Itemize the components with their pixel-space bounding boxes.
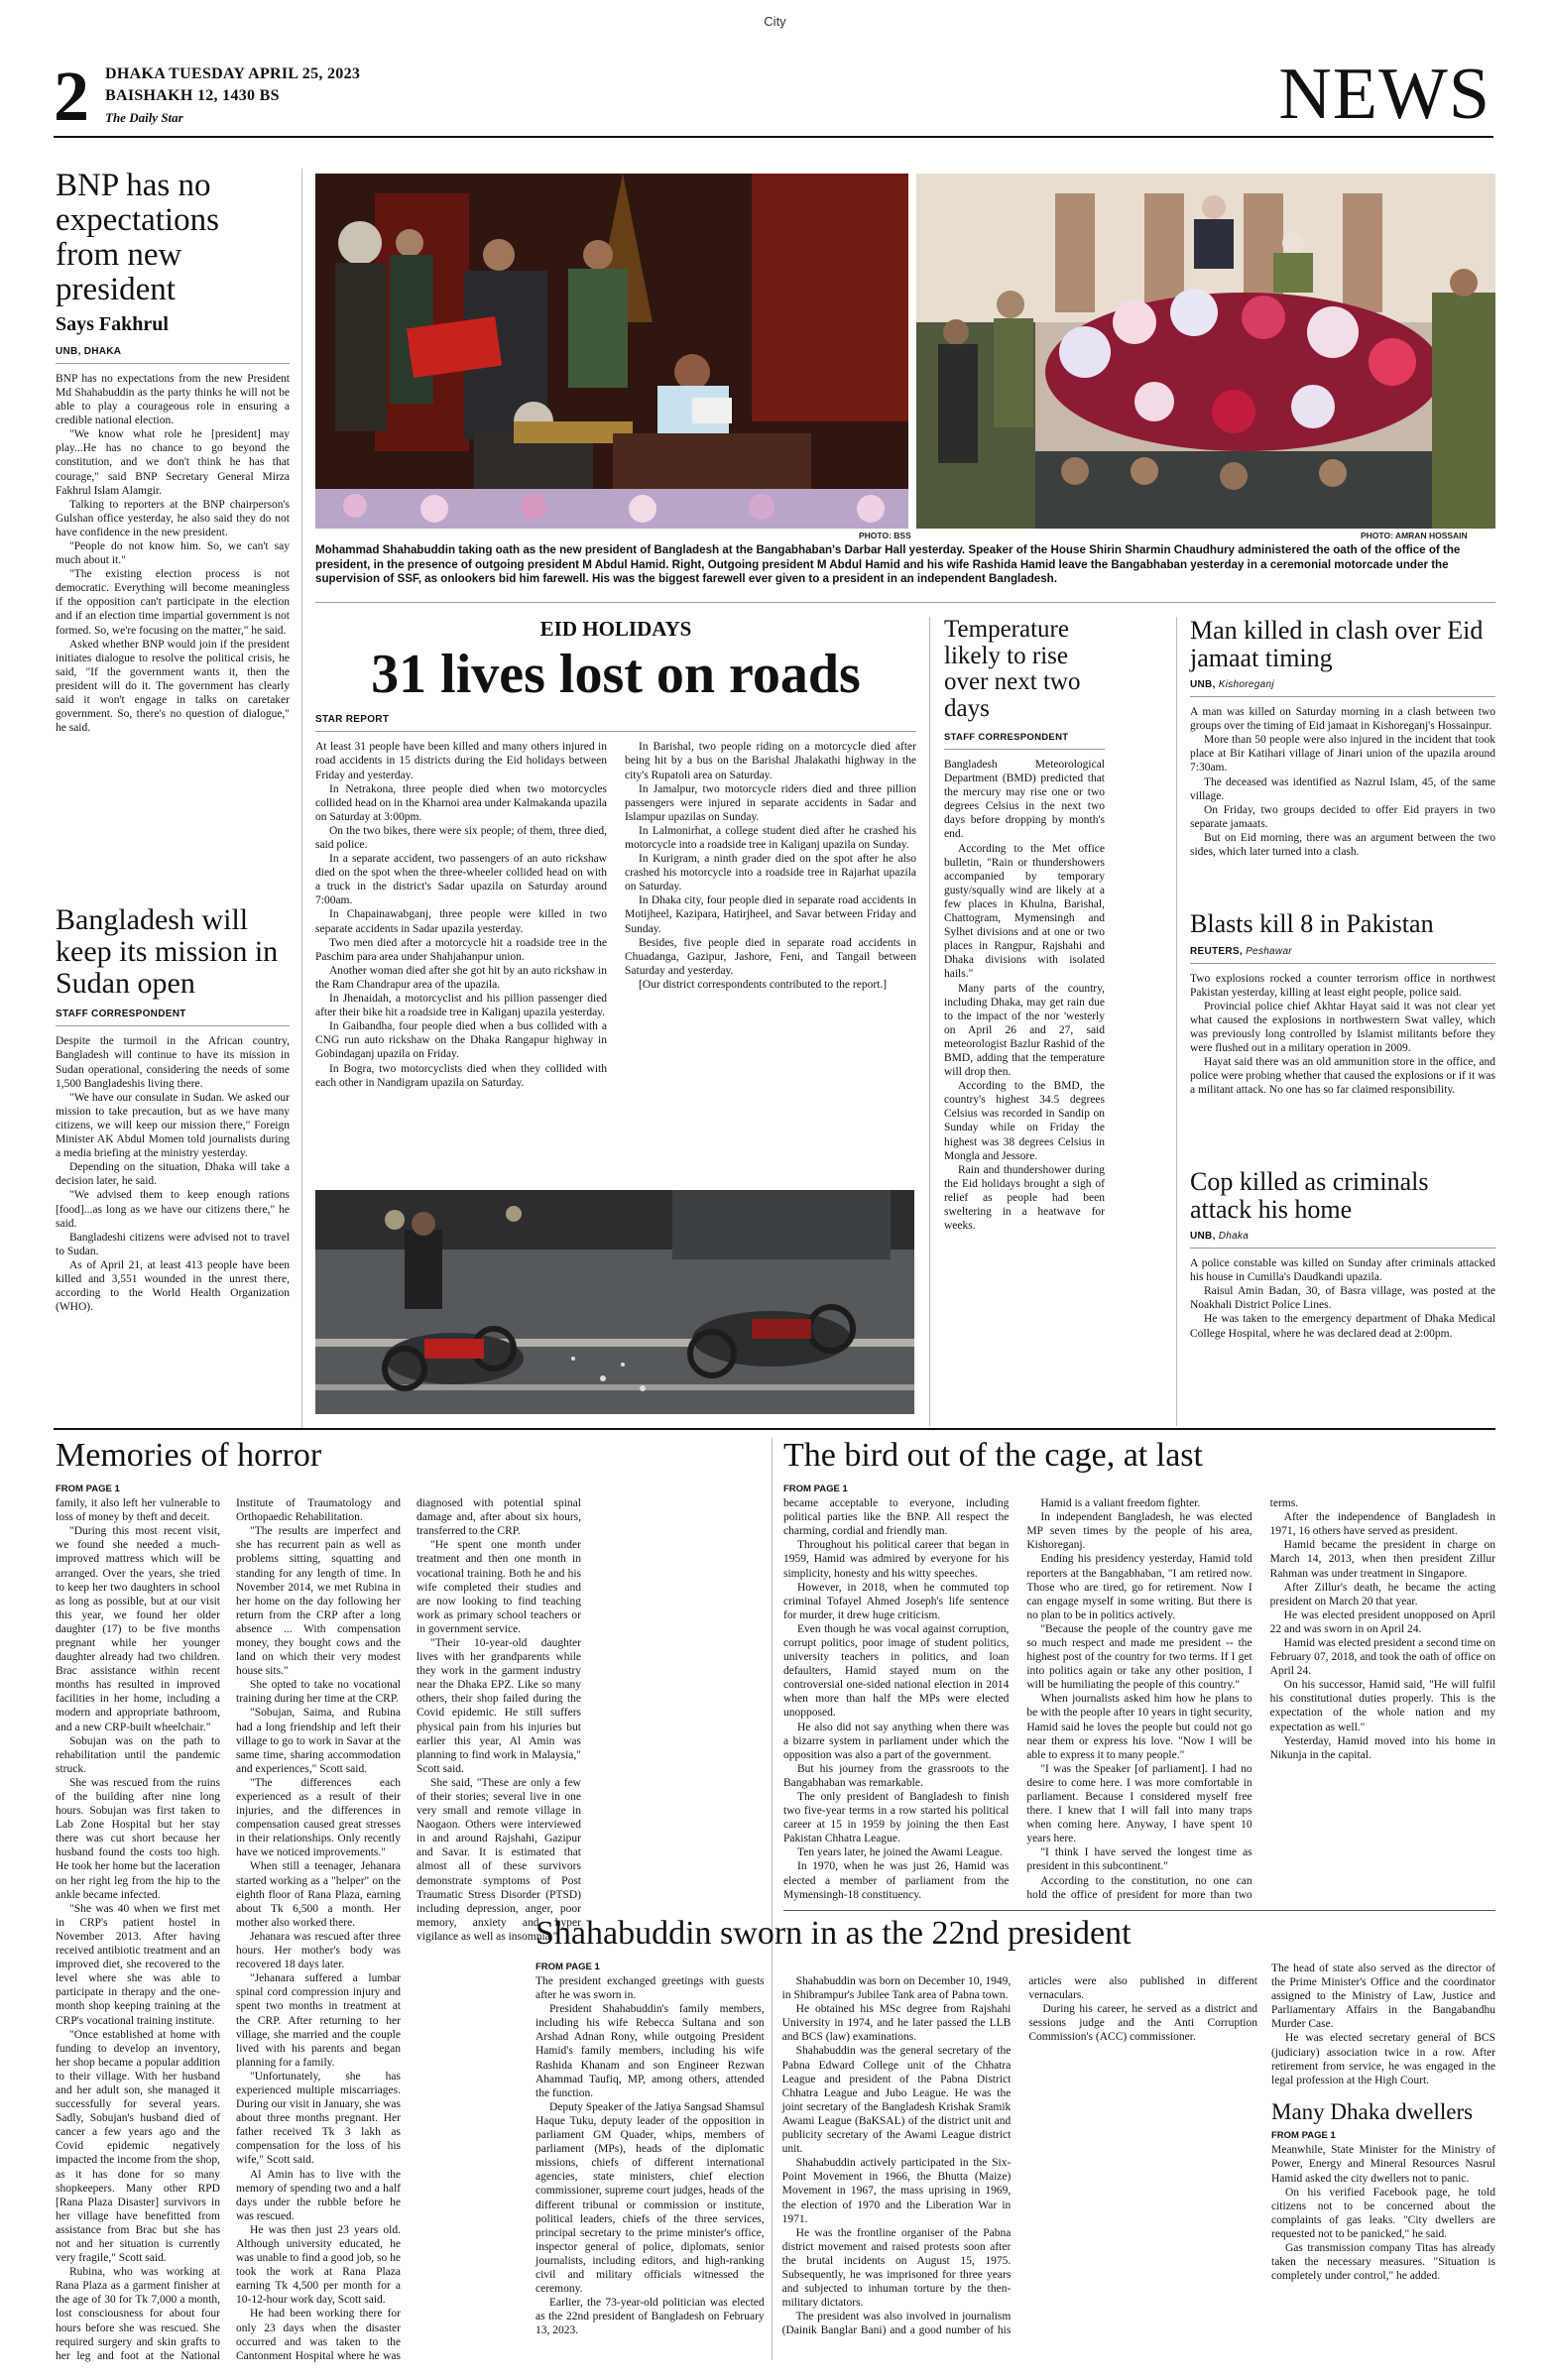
memories-headline: Memories of horror [56, 1437, 322, 1474]
bnp-headline: BNP has no expectations from new president [56, 168, 219, 307]
paragraph: became acceptable to everyone, including political parties like the BNP. All respect the charming, cordial and friendly man. [783, 1497, 1010, 1538]
sudan-body [56, 1034, 290, 1314]
eid-clash-byline-source: UNB, [1190, 679, 1216, 691]
paragraph: He was elected president unopposed on April 22 and was sworn in on April 24. [1269, 1608, 1495, 1635]
paragraph: "During this most recent visit, we found she needed a much-improved mattress which will be arranged. Over the years, she tried to keep her two daughters in school as long as possible, but at our visit this year, we found her older daughter (17) to be five months pregnant while her younger daughter already had two children. Brac assistance within recent months has resulted in improved facilities in her home, including a modern and appropriate bathroom, and a new CRP-built wheelchair." [56, 1525, 220, 1733]
eid-body [315, 740, 916, 1113]
paragraph: Jehanara was rescued after three hours. Her mother's body was recovered 18 days later. [236, 1930, 401, 1971]
paragraph: He had been working there for only 23 days when the disaster occurred and was taken to the Cantonment Hospital where he was diagnosed with potential spinal damage and, after about six hours, transferred to the CRP. [236, 1497, 581, 2362]
sworn-headline: Shahabuddin sworn in as the 22nd president [536, 1915, 1132, 1952]
paragraph: Meanwhile, State Minister for the Ministry of Power, Energy and Mineral Resources Nasrul Hamid asked the city dwellers not to panic. [1271, 2144, 1495, 2185]
cop-byline-location: Dhaka [1218, 1231, 1250, 1243]
paragraph: "Once established at home with funding to develop an inventory, her shop became a popular addition to their village. With her husband and her adult son, she managed it successfully for several years. Sadly, Sobujan's husband died of cancer a few years ago and the Covid epidemic negatively impacted the income from the shop, as it has done for so many shopkeepers. Many other RPD [Rana Plaza Disaster] survivors in her village have benefitted from assistance from Brac but she has not and her situation is currently very fragile," Scott said. [56, 2028, 220, 2265]
paragraph: President Shahabuddin's family members, including his wife Rebecca Sultana and son Arshad Adnan Rony, while outgoing President Hamid's family members, including his wife Rashida Khanam and son Engineer Rezwan Ahammad Taufiq, MP, among others, attended the function. [536, 2003, 765, 2099]
paragraph: According to the BMD, the country's highest 34.5 degrees Celsius was recorded in Sandip on Sunday while on Friday the highest was 38 degrees Celsius in Mongla and Jessore. [944, 1080, 1105, 1162]
paragraph: The deceased was identified as Nazrul Islam, 45, of the same village. [1190, 775, 1495, 802]
paragraph: He obtained his MSc degree from Rajshahi University in 1974, and he later passed the LLB and BCS (law) examinations. [781, 2003, 1012, 2044]
paragraph: Talking to reporters at the BNP chairperson's Gulshan office yesterday, he also said they do not have confidence in the new president. [56, 498, 290, 538]
cop-article [1190, 1168, 1495, 1341]
paragraph: The head of state also served as the director of the Prime Minister's Office and the coordinator assigned to the Ministry of Law, Justice and Parliamentary Affairs in the Bangabandhu Murder Case. [1271, 1963, 1495, 2031]
paragraph: Gas transmission company Titas has already taken the necessary measures. "Situation is completely under control," he added. [1271, 2242, 1495, 2283]
farewell-photo-illustration [916, 174, 1495, 529]
paragraph: "We advised them to keep enough rations [food]...as long as we have our citizens there," he said. [56, 1189, 290, 1230]
pakistan-article [1190, 910, 1495, 1097]
bird-from-page: FROM PAGE 1 [783, 1484, 848, 1495]
eid-clash-headline: Man killed in clash over Eid jamaat timing [1190, 616, 1484, 672]
memories-from-page: FROM PAGE 1 [56, 1484, 120, 1495]
paragraph: "The results are imperfect and she has recurrent pain as well as problems sitting, squatting and standing for any length of time. In November 2014, we met Rubina in her home on the day following her return from the CRP after a long absence ... With compensation money, they bought cows and the land on which their very modest house sits." [236, 1525, 401, 1678]
paragraph: More than 50 people were also injured in the incident that took place at Bir Katihari village of Jinari union of the upazila around 7:30am. [1190, 734, 1495, 774]
paragraph: "We know what role he [president] may play...He has no chance to go beyond the constitution, and we don't think he has that courage," said BNP Secretary General Mirza Fakhrul Islam Alamgir. [56, 428, 290, 497]
eid-clash-byline [1190, 675, 1495, 697]
dhaka-from-page: FROM PAGE 1 [1271, 2130, 1336, 2142]
paragraph: "Their 10-year-old daughter lives with her grandparents while they work in the garment industry near the Dhaka EPZ. Like so many others, their shop failed during the Covid epidemic. He still suffers physical pain from his injuries but earlier this year, Al Amin was planning to find work in Malaysia," Scott said. [417, 1636, 581, 1775]
sworn-top-rule [783, 1910, 1495, 1911]
paragraph: Bangladeshi citizens were advised not to travel to Sudan. [56, 1231, 290, 1257]
paragraph: "Because the people of the country gave me so much respect and made me president -- the highest post of the country for two terms. If I get into politics again or take any other position, I will be humiliating the people of this country." [1026, 1622, 1252, 1692]
bnp-subhead: Says Fakhrul [56, 312, 169, 335]
paragraph: BNP has no expectations from the new President Md Shahabuddin as the party thinks he will not be able to play a courageous role in ensuring a credible national election. [56, 372, 290, 427]
paragraph: According to the Met office bulletin, "Rain or thundershowers accompanied by temporary gusty/squally wind are likely at a few places in Khulna, Barishal, Chattogram, Mymensingh and Sylhet divisions and at one or two places in Rangpur, Rajshahi and Dhaka divisions with isolated hails." [944, 842, 1105, 981]
cop-byline [1190, 1227, 1495, 1249]
pakistan-byline-location: Peshawar [1246, 945, 1292, 957]
paragraph: Provincial police chief Akhtar Hayat said it was not clear yet what caused the explosions in northwestern Swat valley, which was previously long controlled by Islamist militants before they were flushed out in a military operation in 2009. [1190, 1000, 1495, 1055]
paragraph: He was the frontline organiser of the Pabna district movement and raised protests soon after the brutal incidents on August 15, 1975. Subsequently, he was imprisoned for three years and subjected to inhuman torture by the then-military dictators. [781, 2226, 1012, 2310]
paragraph: On Friday, two groups decided to offer Eid prayers in two separate jamaats. [1190, 803, 1495, 830]
bnp-byline: UNB, DHAKA [56, 342, 290, 364]
section-label: City [764, 14, 786, 29]
dhaka-article [1271, 2100, 1495, 2283]
paragraph: family, it also left her vulnerable to loss of money by theft and deceit. [56, 1497, 220, 1524]
paragraph: In Kurigram, a ninth grader died on the spot after he also crashed his motorcycle into a roadside tree in Rajarhat upazila on Saturday. [625, 853, 916, 893]
mid-page-rule [54, 1428, 1495, 1430]
paragraph: Another woman died after she got hit by an auto rickshaw in the Ram Chandrapur area of the upazila. [315, 964, 607, 991]
paragraph: She opted to take no vocational training during her time at the CRP. [236, 1679, 401, 1706]
paragraph: Even though he was vocal against corruption, corrupt politics, poor image of student politics, university teachers in politics, and loan defaulters, Hamid stayed mum on the controversial one-sided national election in 2014 when more than half the MPs were elected unopposed. [783, 1622, 1010, 1720]
bird-body [783, 1496, 1495, 1913]
paragraph: After the independence of Bangladesh in 1971, 16 others have served as president. [1269, 1511, 1495, 1538]
center-column-rule [929, 617, 930, 1426]
paragraph: A police constable was killed on Sunday after criminals attacked his house in Cumilla's Daudkandi upazila. [1190, 1257, 1495, 1284]
sworn-from-page: FROM PAGE 1 [536, 1962, 600, 1972]
paragraph: Al Amin has to live with the memory of spending two and a half days under the rubble before he was rescued. [236, 2168, 401, 2222]
paragraph: In a separate accident, two passengers of an auto rickshaw died on the spot when the three-wheeler collided head on with a truck in the district's Sadar upazila on Saturday around 7:00am. [315, 853, 607, 907]
cop-body [1190, 1256, 1495, 1341]
paragraph: Hamid was elected president a second time on February 07, 2018, and took the oath of office on April 24. [1269, 1636, 1495, 1678]
sudan-headline: Bangladesh will keep its mission in Sudan open [56, 903, 279, 1000]
eid-clash-article [1190, 617, 1495, 859]
sudan-byline: STAFF CORRESPONDENT [56, 1005, 290, 1026]
paragraph: She said, "These are only a few of their stories; several live in one very small and remote village in Naogaon. Others were interviewed in and around Rajshahi, Gazipur and Savar. It is estimated that almost all of these survivors demonstrate symptoms of Post Traumatic Stress Disorder (PTSD) including depression, anger, poor memory, anxiety and hyper vigilance as well as insomnia." [417, 1776, 581, 1943]
sworn-continued [1271, 1962, 1495, 2087]
paragraph: Asked whether BNP would join if the president initiates dialogue to resolve the political crisis, he said, "If the government wants it, then the president will do it. The government has clearly said it won't engage in talks on caretaker government. So, there's no question of dialogue," he said. [56, 638, 290, 735]
paragraph: Hamid is a valiant freedom fighter. [1040, 1497, 1201, 1510]
paragraph: According to the constitution, no one can hold the office of president for more than two terms. [1026, 1497, 1299, 1901]
paragraph: However, in 2018, when he commuted top criminal Tofayel Ahmed Joseph's life sentence for murder, it drew huge criticism. [783, 1581, 1010, 1621]
paragraph: During his career, he served as a district and sessions judge and the Anti Corruption Commission's (ACC) commissioner. [1028, 2003, 1257, 2044]
paragraph: In Bogra, two motorcyclists died when they collided with each other in Nandigram upazila on Saturday. [315, 1062, 607, 1089]
paragraph: Rubina, who was working at Rana Plaza as a garment finisher at the age of 30 for Tk 7,000 a month, lost consciousness for about four hours before she was rescued. She required surgery and skin grafts to her leg and foot at the National Institute of Traumatology and Orthopaedic Rehabilitation. [56, 1497, 401, 2362]
paragraph: "Jehanara suffered a lumbar spinal cord compression injury and spent two months in treatment at the CRP. After returning to her village, she married and the couple lived with his parents and began planning for a family. [236, 1972, 401, 2069]
paragraph: "I think I have served the longest time as president in this subcontinent." [1026, 1846, 1252, 1873]
paragraph: Bangladesh Meteorological Department (BMD) predicted that the mercury may rise one or two degrees Celsius in the next two days before dropping by month's end. [944, 759, 1105, 841]
paragraph: "We have our consulate in Sudan. We asked our mission to take precaution, but as we have many citizens, we will keep our mission there," Foreign Minister AK Abdul Momen told journalists during a media briefing at the ministry yesterday. [56, 1091, 290, 1160]
farewell-photo [916, 174, 1495, 529]
paragraph: In Gaibandha, four people died when a bus collided with a CNG run auto rickshaw on the Dhaka Rangapur highway in Gobindaganj upazila on Friday. [315, 1020, 607, 1061]
paragraph: He also did not say anything when there was a bizarre system in parliament under which the opposition was also a part of the government. [783, 1721, 1010, 1761]
paragraph: In Barishal, two people riding on a motorcycle died after being hit by a bus on the Barishal Jhalakathi highway in the city's Rupatoli area on Saturday. [625, 741, 916, 781]
paragraph: Besides, five people died in separate road accidents in Chuadanga, Gazipur, Jashore, Feni, and Tangail between Saturday and yesterday. [625, 936, 916, 977]
paragraph: In Lalmonirhat, a college student died after he crashed his motorcycle into a roadside tree in Kaliganj upazila on Sunday. [625, 824, 916, 852]
pakistan-byline-source: REUTERS, [1190, 945, 1243, 957]
paragraph: On his successor, Hamid said, "He will fulfil his constitutional duties properly. This is the expectation of the whole nation and my expectation as well." [1269, 1679, 1495, 1733]
paragraph: Shahabuddin actively participated in the Six-Point Movement in 1966, the Bhutta (Maize) Movement in 1967, the mass uprising in 1969, the election of 1970 and the Liberation War in 1971. [781, 2157, 1012, 2225]
paragraph: Shahabuddin was the general secretary of the Pabna Edward College unit of the Chhatra League and president of the Pabna District Chhatra League and Jubo League. He was the joint secretary of the Bangladesh Krishak Sramik Awami League (BaKSAL) of the district unit and publicity secretary of the Awami League district unit. [781, 2045, 1012, 2156]
paragraph: "The differences each experienced as a result of their injuries, and the differences in compensation caused great stresses in their relationships. Only recently have we noticed improvements." [236, 1776, 401, 1859]
paragraph: He was elected secretary general of BCS (judiciary) association twice in a row. After retirement from service, he was engaged in the legal profession at the High Court. [1271, 2032, 1495, 2086]
paragraph: Throughout his political career that began in 1959, Hamid was admired by everyone for his simplicity, honesty and his witty speeches. [783, 1539, 1010, 1580]
dhaka-headline: Many Dhaka dwellers [1271, 2099, 1474, 2124]
paragraph: Earlier, the 73-year-old politician was elected as the 22nd president of Bangladesh on February 13, 2023. [536, 2297, 765, 2337]
paragraph: "Unfortunately, she has experienced multiple miscarriages. During our visit in January, she was about three months pregnant. Her father received Tk 3 lakh as compensation for the loss of his wife," Scott said. [236, 2070, 401, 2167]
sworn-body [536, 1974, 1257, 2363]
sworn-body-wrap [536, 1962, 1257, 2363]
paragraph: As of April 21, at least 413 people have been killed and 3,551 wounded in the unrest there, according to the World Health Organization (WHO). [56, 1258, 290, 1314]
paragraph: "He spent one month under treatment and then one month in vocational training. Both he and his wife completed their studies and are now looking to find teaching work as primary school teachers or in government service. [417, 1539, 581, 1635]
paragraph: Two explosions rocked a counter terrorism office in northwest Pakistan yesterday, killing at least eight people, police said. [1190, 972, 1495, 999]
paragraph: On his verified Facebook page, he told citizens not to be concerned about the complaints of gas leaks. "City dwellers are requested not to be panicked," he said. [1271, 2186, 1495, 2240]
paragraph: Shahabuddin was born on December 10, 1949, in Shibrampur's Jubilee Tank area of Pabna town. [781, 1975, 1012, 2002]
paragraph: Ending his presidency yesterday, Hamid told reporters at the Bangabhaban, "I am retired now. Those who are tired, go for retirement. Now I can engage myself in some writing. But there is no plan to be in politics actively. [1026, 1553, 1252, 1621]
paragraph: "I was the Speaker [of parliament]. I had no desire to come here. I was more comfortable in parliament. Because I considered myself free there. I knew that I will fall into many traps when coming here. Anyway, I have spent 10 years here. [1026, 1762, 1252, 1845]
page-number: 2 [54, 57, 89, 136]
paragraph: In Jamalpur, two motorcycle riders died and three pillion passengers were injured in separate accidents in Sadar and Islampur upazilas on Sunday. [625, 782, 916, 823]
paragraph: At least 31 people have been killed and many others injured in road accidents in 15 districts during the Eid holidays between Friday and yesterday. [315, 741, 607, 781]
paragraph: She was rescued from the ruins of the building after nine long hours. Sobujan was first taken to Lab Zone Hospital but her stay there was cut short because her husband found the costs too high. He took her home but the laceration on her right leg from the hip to the ankle became infected. [56, 1776, 220, 1901]
paragraph: Depending on the situation, Dhaka will take a decision later, he said. [56, 1161, 290, 1188]
paragraph: The only president of Bangladesh to finish two five-year terms in a row started his political career at 15 in 1959 by joining the then East Pakistan Chhatra League. [783, 1791, 1010, 1845]
bnp-body [56, 372, 290, 735]
paragraph: Two men died after a motorcycle hit a roadside tree in the Paschim para area under Shahjahanpur union. [315, 936, 607, 963]
paragraph: Deputy Speaker of the Jatiya Sangsad Shamsul Haque Tuku, deputy leader of the opposition in parliament GM Quader, whips, members of parliament (MPs), heads of the diplomatic missions, chiefs of different international agencies, state ministers, chief election commissioner, supreme court judges, heads of the different tribunal or commission or institute, political leaders, chiefs of the three services, principal secretary to the prime minister's office, inspector general of police, diplomats, senior journalists, including editors, and high-ranking civil and military officials witnessed the ceremony. [536, 2100, 765, 2296]
bangla-date: BAISHAKH 12, 1430 BS [105, 87, 280, 104]
cop-byline-source: UNB, [1190, 1231, 1216, 1243]
farewell-photo-credit: PHOTO: AMRAN HOSSAIN [1361, 531, 1468, 540]
paragraph: "The existing election process is not democratic. Everything will become meaningless if the opposition can't participate in the election and if an election time impartial government is not formed. So, we're focusing on the matter," he said. [56, 568, 290, 637]
accident-photo [315, 1190, 914, 1414]
paragraph: He was then just 23 years old. Although university educated, he was unable to find a good job, so he took the work at Rana Plaza earning Tk 4,500 per month for a 10-12-hour work day, Scott said. [236, 2223, 401, 2307]
paragraph: The president exchanged greetings with guests after he was sworn in. [536, 1975, 765, 2002]
oath-photo-credit: PHOTO: BSS [859, 531, 911, 540]
paragraph: The president was also involved in journalism (Dainik Banglar Bani) and a good number of his articles were also published in different vernaculars. [781, 1975, 1257, 2337]
paragraph: But on Eid morning, there was an argument between the two sides, which later turned into a clash. [1190, 831, 1495, 859]
bnp-article [56, 169, 290, 735]
paragraph: "Sobujan, Saima, and Rubina had a long friendship and left their village to go to work in Savar at the same time, sharing accommodation and experiences," Scott said. [236, 1707, 401, 1775]
paragraph: In Dhaka city, four people died in separate road accidents in Motijheel, Kazipara, Hatirjheel, and Savar between Friday and Sunday. [625, 894, 916, 935]
cop-headline: Cop killed as criminals attack his home [1190, 1167, 1429, 1224]
oath-photo [315, 174, 908, 529]
paragraph: In Jhenaidah, a motorcyclist and his pillion passenger died after their bike hit a roadside tree in Kaliganj upazila yesterday. [315, 993, 607, 1019]
temp-body [944, 758, 1105, 1233]
paragraph: [Our district correspondents contributed to the report.] [639, 978, 888, 991]
left-column-rule [301, 169, 302, 1428]
sworn-article [536, 1916, 1495, 1952]
paragraph: But his journey from the grassroots to the Bangabhaban was remarkable. [783, 1762, 1010, 1789]
accident-photo-illustration [315, 1190, 914, 1414]
paragraph: Sobujan was on the path to rehabilitation until the pandemic struck. [56, 1734, 220, 1775]
paragraph: Hamid became the president in charge on March 14, 2013, when then president Zillur Rahman was under treatment in Singapore. [1269, 1539, 1495, 1580]
paragraph: On the two bikes, there were six people; of them, three died, said police. [315, 824, 607, 852]
paragraph: When still a teenager, Jehanara started working as a "helper" on the eighth floor of Rana Plaza, earning about Tk 6,500 a month. Her mother also worked there. [236, 1860, 401, 1929]
bird-article [783, 1438, 1495, 1913]
paragraph: In independent Bangladesh, he was elected MP seven times by the people of his area, Kishoreganj. [1026, 1511, 1252, 1552]
section-title: NEWS [1278, 54, 1490, 135]
paragraph: Ten years later, he joined the Awami League. [797, 1846, 1003, 1859]
oath-photo-illustration [315, 174, 908, 529]
temp-article [944, 617, 1105, 1233]
paragraph: "People do not know him. So, we can't say much about it." [56, 540, 290, 567]
date-line: DHAKA TUESDAY APRIL 25, 2023 [105, 65, 361, 82]
sudan-article [56, 904, 290, 1314]
paragraph: Many parts of the country, including Dhaka, may get rain due to the impact of the nor 'westerly on April 26 and 27, said meteorologist Bazlur Rashid of the BMD, adding that the temperature will drop then. [944, 982, 1105, 1079]
eid-clash-body [1190, 705, 1495, 859]
paragraph: In 1970, when he was just 26, Hamid was elected a member of parliament from the Mymensingh-18 constituency. [783, 1860, 1010, 1901]
bird-headline: The bird out of the cage, at last [783, 1437, 1203, 1474]
caption-rule [315, 602, 1495, 603]
paragraph: Despite the turmoil in the African country, Bangladesh will continue to have its mission in Sudan operational, considering the needs of some 1,500 Bangladeshis living there. [56, 1035, 290, 1090]
pakistan-body [1190, 972, 1495, 1098]
paragraph: In Chapainawabganj, three people were killed in two separate accidents in Sadar upazila yesterday. [315, 908, 607, 935]
pakistan-headline: Blasts kill 8 in Pakistan [1190, 909, 1434, 938]
eid-headline: 31 lives lost on roads [371, 644, 861, 705]
paper-name: The Daily Star [105, 110, 183, 125]
pakistan-byline [1190, 942, 1495, 964]
paragraph: "She was 40 when we first met in CRP's patient hostel in November 2013. After having received antibiotic treatment and an improved diet, she recovered to the level where she was able to participate in therapy and the one-month shop keeping training at the CRP's vocational training institute. [56, 1902, 220, 2027]
paragraph: Raisul Amin Badan, 30, of Basra village, was posted at the Noakhali District Police Lines. [1190, 1285, 1495, 1312]
temp-byline: STAFF CORRESPONDENT [944, 728, 1105, 750]
eid-article [315, 617, 916, 1113]
paragraph: He was taken to the emergency department of Dhaka Medical College Hospital, where he was declared dead at 2:00pm. [1190, 1313, 1495, 1340]
paragraph: After Zillur's death, he became the acting president on March 20 that year. [1269, 1581, 1495, 1607]
paragraph: Hayat said there was an old ammunition store in the office, and police were probing whether that caused the explosions or if it was a militant attack. No one has so far claimed responsibility. [1190, 1056, 1495, 1097]
eid-byline: STAR REPORT [315, 710, 916, 732]
paragraph: Rain and thundershower during the Eid holidays brought a sigh of relief as people had been sweltering in a heatwave for weeks. [944, 1163, 1105, 1233]
photo-caption: Mohammad Shahabuddin taking oath as the new president of Bangladesh at the Bangabhaban's Darbar Hall yesterday. Speaker of the House Shirin Sharmin Chaudhury administered the oath of the office of the president, in the presence of outgoing president M Abdul Hamid. Right, Outgoing president M Abdul Hamid and his wife Rashida Hamid leave the Bangabhaban yesterday in a ceremonial motorcade under the supervision of SSF, as onlookers bid him farewell. His was the biggest farewell ever given to a president in an independent Bangladesh. [315, 543, 1461, 585]
temp-headline: Temperature likely to rise over next two days [944, 616, 1081, 722]
masthead-rule [54, 136, 1493, 138]
right-column-rule [1176, 617, 1177, 1426]
paragraph: A man was killed on Saturday morning in a clash between two groups over the timing of Eid jamaat in Kishoreganj's Hossainpur. [1190, 706, 1495, 733]
paragraph: Yesterday, Hamid moved into his home in Nikunja in the capital. [1269, 1734, 1495, 1761]
eid-kicker: EID HOLIDAYS [539, 617, 692, 641]
paragraph: When journalists asked him how he plans to be with the people after 10 years in tight security, Hamid said he loves the people but could not go near them or express his love. "Now I will be able to express it to many people." [1026, 1693, 1252, 1761]
paragraph: In Netrakona, three people died when two motorcycles collided head on in the Kharnoi area under Kalmakanda upazila on Saturday at 3:00pm. [315, 782, 607, 823]
eid-clash-byline-location: Kishoreganj [1218, 679, 1274, 691]
